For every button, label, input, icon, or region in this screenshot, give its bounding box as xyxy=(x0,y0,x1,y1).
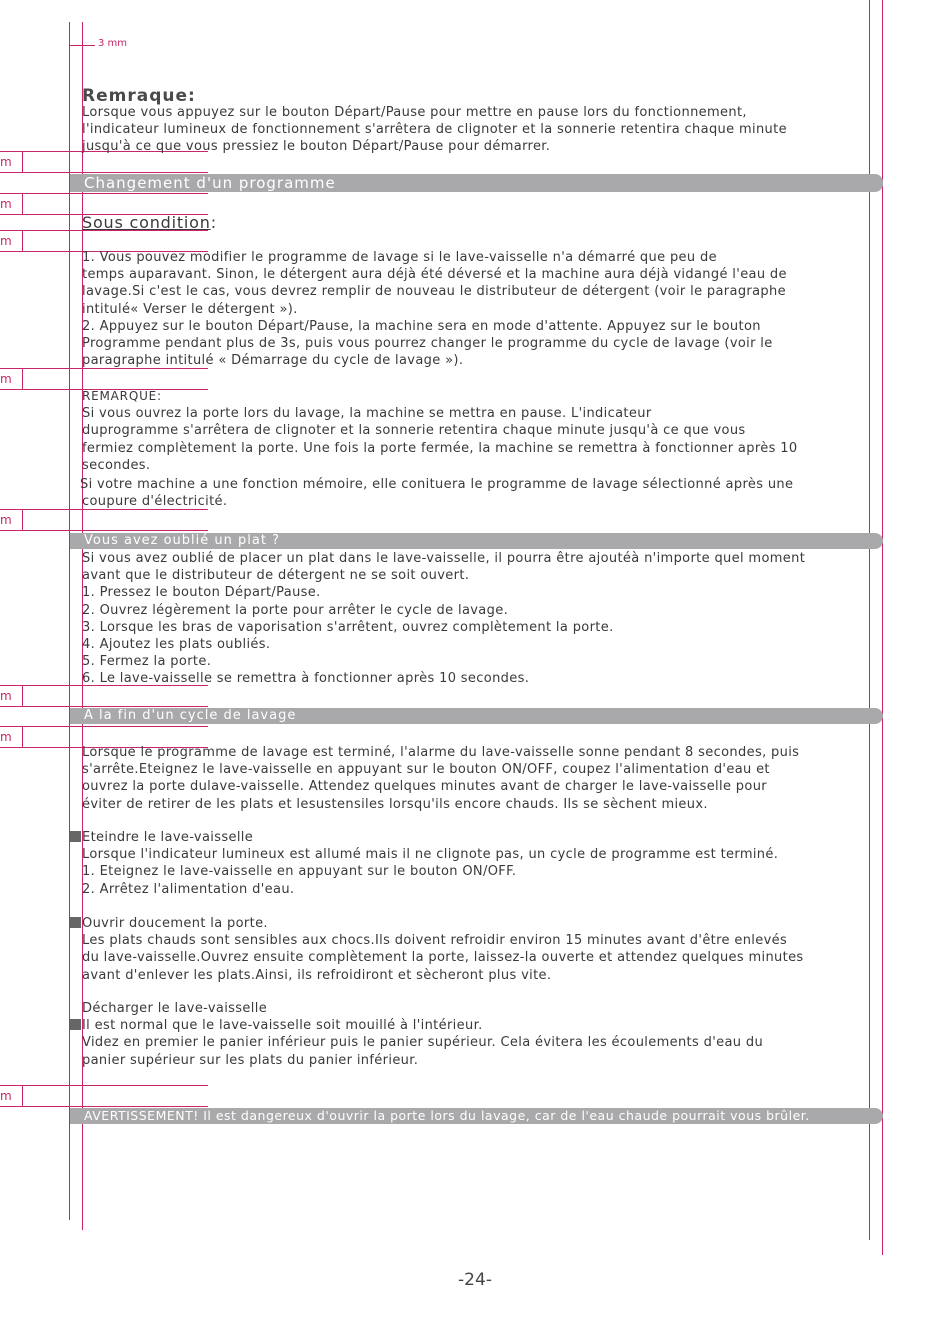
crop-line-left-outer xyxy=(69,22,70,1220)
remark-heading: REMARQUE: xyxy=(82,389,162,403)
crop-line-right-outer xyxy=(882,0,883,1255)
text-line: éviter de retirer de les plats et lesustensiles lorsqu'ils encore chauds. Ils se sèchent mieux. xyxy=(82,796,708,812)
text-line: secondes. xyxy=(82,457,151,473)
text-line: 5. Fermez la porte. xyxy=(82,654,212,670)
text-line: avant d'enlever les plats.Ainsi, ils refroidiront et sècheront plus vite. xyxy=(82,967,552,983)
open-door-section xyxy=(82,915,872,984)
bullet-square-icon xyxy=(70,831,81,842)
crop-tick xyxy=(0,530,208,531)
text-line xyxy=(82,1017,872,1034)
crop-tick xyxy=(22,685,23,707)
crop-side-label: m xyxy=(0,689,12,703)
text-line: 1. Vous pouvez modifier le programme de lavage si le lave-vaisselle n'a démarré que peu de xyxy=(82,250,717,265)
text-line: panier supérieur sur les plats du panier inférieur. xyxy=(82,1052,419,1068)
crop-side-label: m xyxy=(0,234,12,248)
text-line-content: Il est normal que le lave-vaisselle soit mouillé à l'intérieur. xyxy=(82,1018,483,1034)
open-door-title xyxy=(82,915,872,932)
text-line: l'indicateur lumineux de fonctionnement s'arrêtera de clignoter et la sonnerie retentira chaque minute xyxy=(82,122,787,138)
text-line: coupure d'électricité. xyxy=(82,494,228,510)
remark-text xyxy=(82,104,872,156)
text-line: Les plats chauds sont sensibles aux chocs.Ils doivent refroidir environ 15 minutes avant d'être enlevés xyxy=(82,933,788,949)
text-line: Si votre machine a une fonction mémoire, elle conituera le programme de lavage sélectionné après une xyxy=(80,477,794,493)
text-line: 1. Eteignez le lave-vaisselle en appuyant sur le bouton ON/OFF. xyxy=(82,864,517,880)
crop-side-label: m xyxy=(0,1089,12,1103)
crop-tick xyxy=(22,1085,23,1107)
text-line: Lorsque le programme de lavage est terminé, l'alarme du lave-vaisselle sonne pendant 8 secondes, puis xyxy=(82,745,800,760)
switch-off-section xyxy=(82,829,872,898)
crop-tick xyxy=(0,1085,208,1086)
text-line: 3. Lorsque les bras de vaporisation s'arrêtent, ouvrez complètement la porte. xyxy=(82,619,614,635)
crop-tick xyxy=(22,726,23,748)
bullet-square-icon xyxy=(70,917,81,928)
text-line: Programme pendant plus de 3s, puis vous pourrez changer le programme du cycle de lavage (voir le xyxy=(82,336,773,352)
unload-title: Décharger le lave-vaisselle xyxy=(82,1001,268,1016)
section-heading-forgot-dish: Vous avez oublié un plat ? xyxy=(70,533,883,549)
switch-off-title xyxy=(82,829,872,846)
text-line: Videz en premier le panier inférieur puis le panier supérieur. Cela évitera les écoulements d'eau du xyxy=(82,1035,764,1051)
crop-tick xyxy=(0,1106,208,1107)
crop-tick-top xyxy=(69,45,95,46)
text-line: ouvrez la porte dulave-vaisselle. Attendez quelques minutes avant de charger le lave-vaisselle pour xyxy=(82,779,767,795)
text-line: Lorsque l'indicateur lumineux est allumé mais il ne clignote pas, un cycle de programme est terminé. xyxy=(82,847,779,863)
text-line: Lorsque vous appuyez sur le bouton Départ/Pause pour mettre en pause lors du fonctionnement, xyxy=(82,105,747,120)
unload-section xyxy=(82,1000,872,1069)
condition-colon: : xyxy=(210,213,217,232)
crop-tick xyxy=(22,193,23,215)
crop-tick xyxy=(0,193,208,194)
forgot-dish-text xyxy=(82,550,872,688)
text-line: s'arrête.Eteignez le lave-vaisselle en appuyant sur le bouton ON/OFF, coupez l'alimentation d'eau et xyxy=(82,762,770,778)
crop-tick xyxy=(22,509,23,531)
change-program-text xyxy=(82,249,872,369)
text-line: 2. Arrêtez l'alimentation d'eau. xyxy=(82,881,295,897)
text-line: du lave-vaisselle.Ouvrez ensuite complètement la porte, laissez-la ouverte et attendez quelques minutes xyxy=(82,950,804,966)
switch-off-title-text: Eteindre le lave-vaisselle xyxy=(82,830,254,845)
crop-tick xyxy=(22,230,23,252)
text-line: 2. Ouvrez légèrement la porte pour arrêter le cycle de lavage. xyxy=(82,602,509,618)
change-program-remark xyxy=(82,388,872,510)
crop-side-label: m xyxy=(0,372,12,386)
bullet-square-icon xyxy=(70,1019,81,1030)
page-number: -24- xyxy=(458,1270,492,1290)
text-line: intitulé« Verser le détergent »). xyxy=(82,301,298,317)
condition-title-text: Sous condition xyxy=(82,213,211,232)
open-door-title-text: Ouvrir doucement la porte. xyxy=(82,916,268,931)
crop-tick xyxy=(22,368,23,390)
crop-mm-label: 3 mm xyxy=(98,38,128,49)
crop-side-label: m xyxy=(0,197,12,211)
remark-title: Remraque: xyxy=(82,86,196,106)
text-line: temps auparavant. Sinon, le détergent aura déjà été déversé et la machine aura déjà vidangé l'eau de xyxy=(82,267,787,283)
text-line: avant que le distributeur de détergent ne se soit ouvert. xyxy=(82,568,470,584)
crop-tick xyxy=(0,726,208,727)
crop-tick xyxy=(0,172,208,173)
crop-tick xyxy=(0,706,208,707)
text-line: fermiez complètement la porte. Une fois la porte fermée, la machine se remettra à fonctionner après 10 xyxy=(82,440,798,456)
warning-bar: AVERTISSEMENT! Il est dangereux d'ouvrir la porte lors du lavage, car de l'eau chaude pourrait vous brûler. xyxy=(70,1108,883,1124)
text-line: 6. Le lave-vaisselle se remettra à fonctionner après 10 secondes. xyxy=(82,671,530,687)
section-heading-end-of-cycle: A la fin d'un cycle de lavage xyxy=(70,708,883,724)
text-line: 1. Pressez le bouton Départ/Pause. xyxy=(82,585,321,601)
crop-side-label: m xyxy=(0,155,12,169)
text-line: 4. Ajoutez les plats oubliés. xyxy=(82,637,271,653)
crop-side-label: m xyxy=(0,513,12,527)
crop-tick xyxy=(22,151,23,173)
text-line: paragraphe intitulé « Démarrage du cycle de lavage »). xyxy=(82,353,464,369)
text-line: jusqu'à ce que vous pressiez le bouton Départ/Pause pour démarrer. xyxy=(82,139,551,155)
text-line: duprogramme s'arrêtera de clignoter et la sonnerie retentira chaque minute jusqu'à ce que vous xyxy=(82,423,746,439)
text-line: lavage.Si c'est le cas, vous devrez remplir de nouveau le distributeur de détergent (voir le paragraphe xyxy=(82,284,786,300)
text-line: Si vous ouvrez la porte lors du lavage, la machine se mettra en pause. L'indicateur xyxy=(82,406,652,422)
section-heading-change-program: Changement d'un programme xyxy=(70,174,883,192)
end-cycle-intro xyxy=(82,744,872,813)
text-line: 2. Appuyez sur le bouton Départ/Pause, la machine sera en mode d'attente. Appuyez sur le bouton xyxy=(82,318,761,334)
crop-side-label: m xyxy=(0,730,12,744)
text-line: Si vous avez oublié de placer un plat dans le lave-vaisselle, il pourra être ajoutéà n'importe quel moment xyxy=(82,551,806,566)
condition-title xyxy=(82,213,217,232)
